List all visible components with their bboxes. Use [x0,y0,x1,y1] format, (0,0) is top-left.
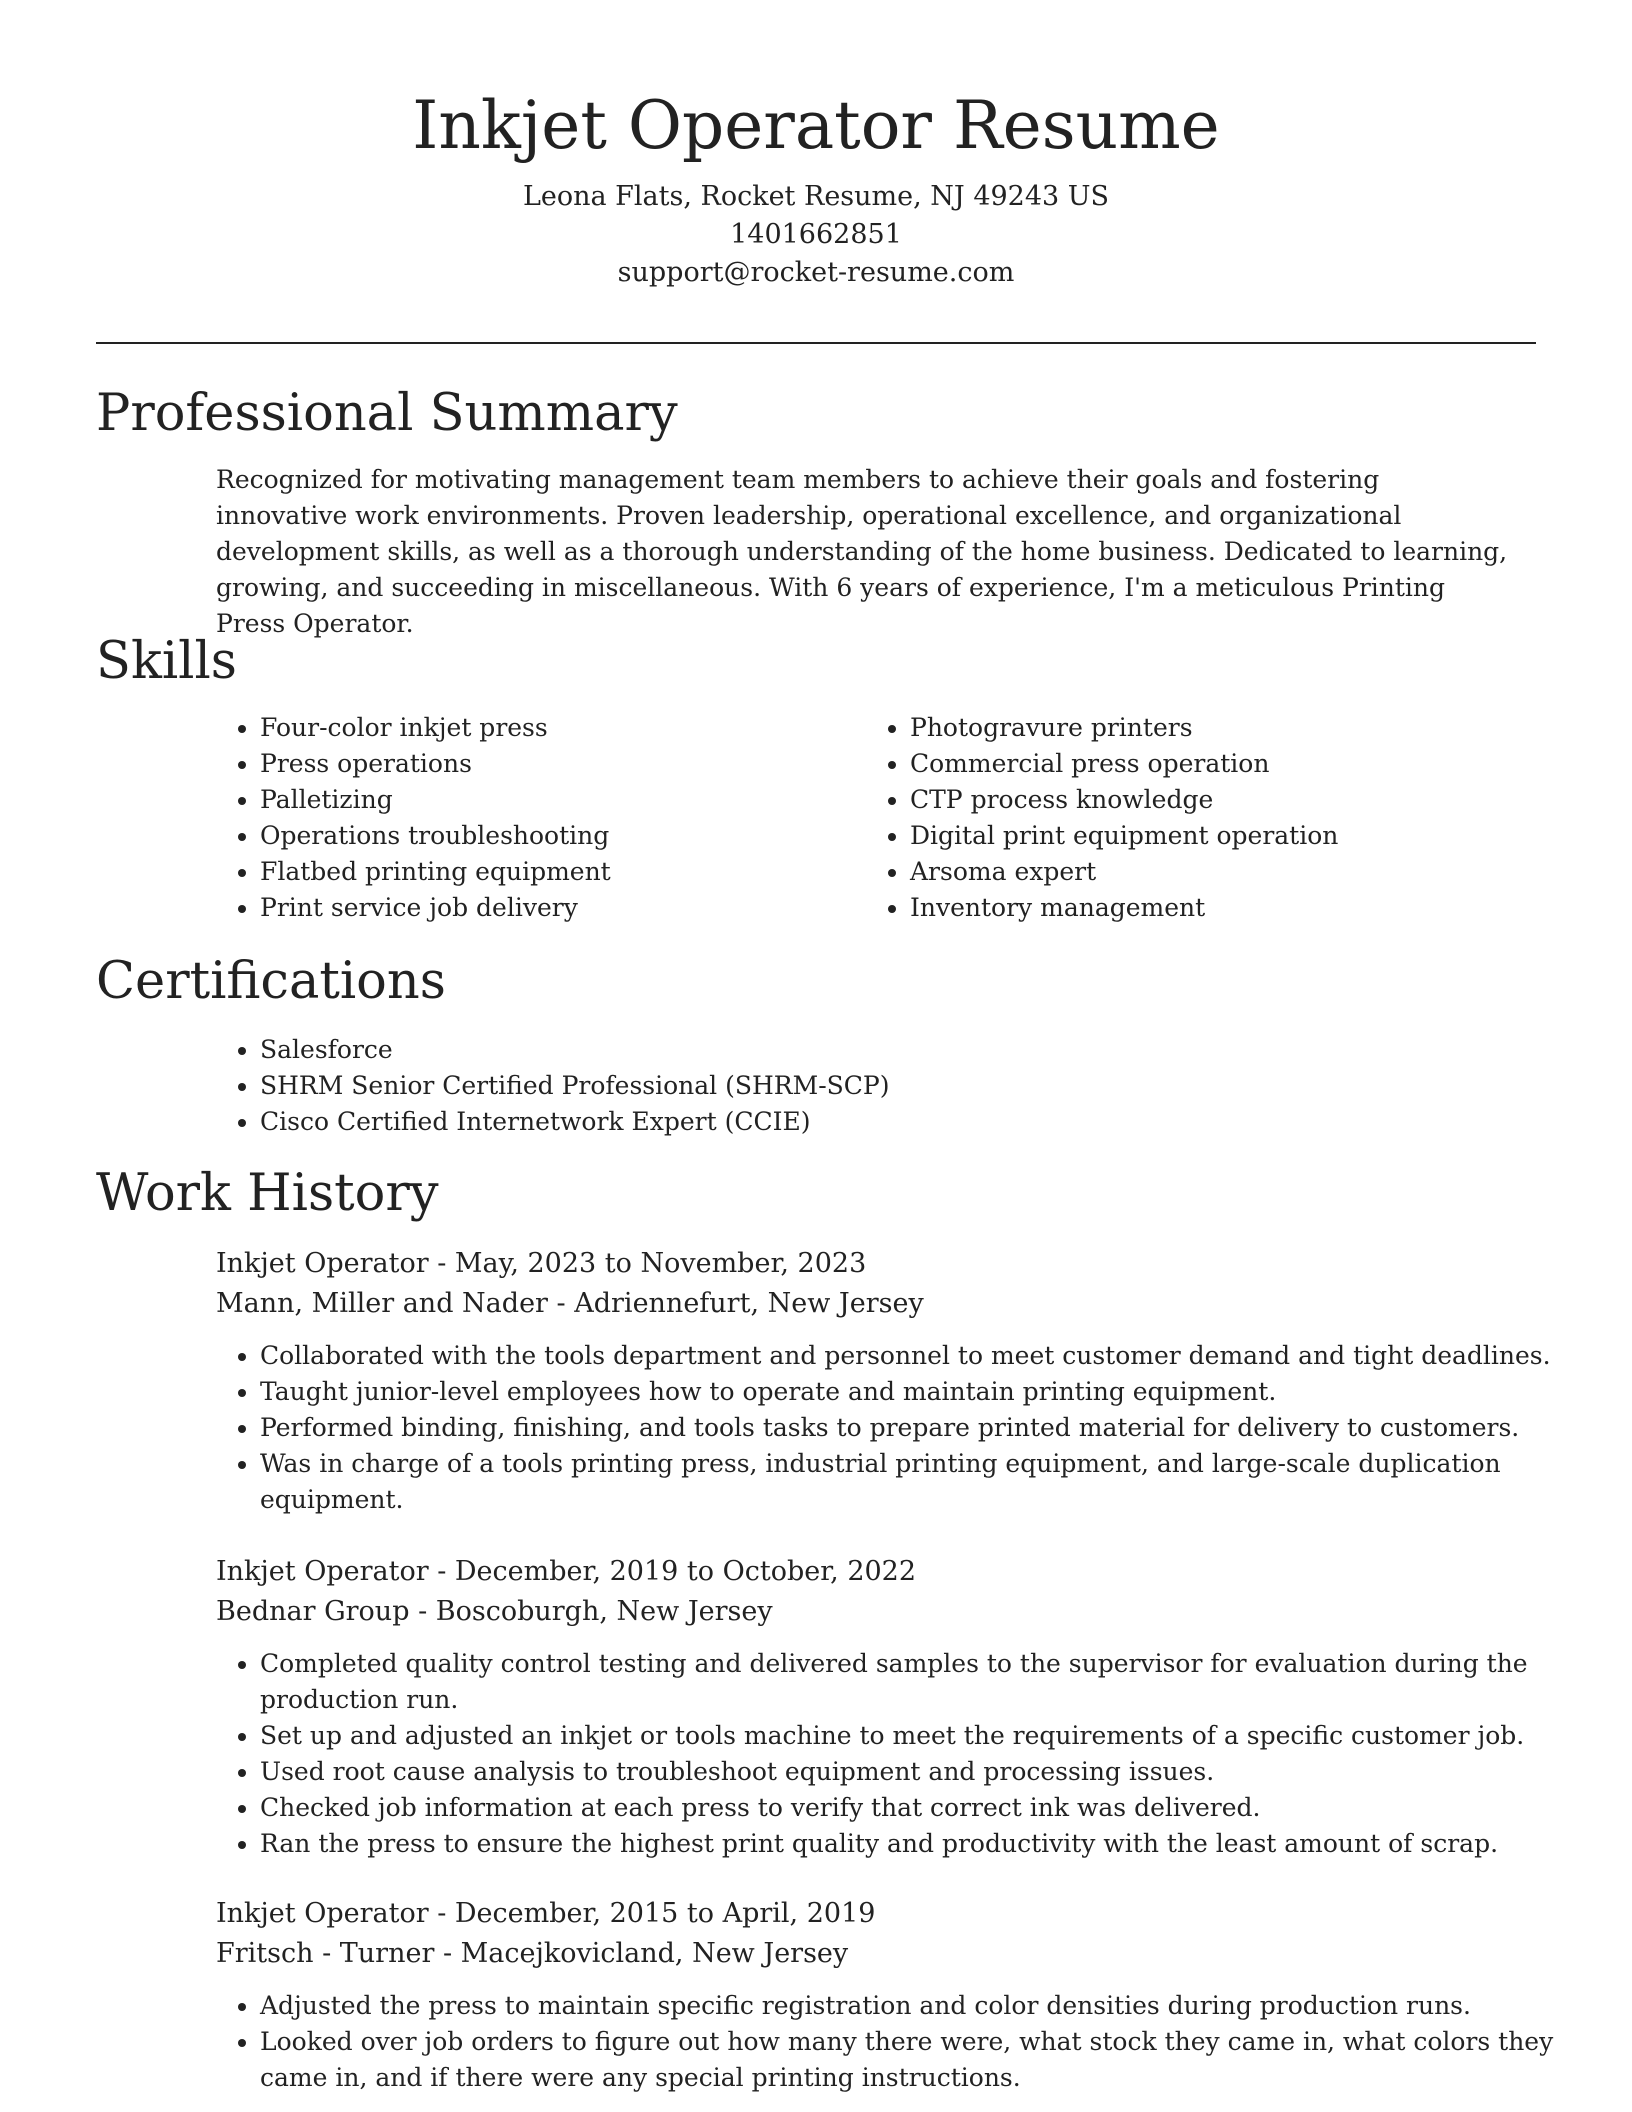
email: support@rocket-resume.com [617,257,1015,288]
job-dates: - December, 2019 to October, 2022 [428,1556,917,1587]
skill-item: • Palletizing [260,782,820,818]
job-title-line [216,1552,1536,1592]
skill-item: • Four-color inkjet press [260,710,820,746]
skill-item: • CTP process knowledge [910,782,1530,818]
job-entry [216,1894,1554,2096]
summary-heading: Professional Summary [96,384,678,443]
header-divider [96,342,1536,344]
skill-item: • Press operations [260,746,820,782]
job-title-line [216,1244,1536,1284]
skill-item: • Operations troubleshooting [260,818,820,854]
job-dates: - May, 2023 to November, 2023 [428,1248,867,1279]
job-location: - Adriennefurt, New Jersey [547,1288,924,1319]
job-bullet: • Collaborated with the tools department and personnel to meet customer demand and tight deadlines. [260,1338,1560,1374]
skill-item: • Commercial press operation [910,746,1530,782]
job-bullet: • Ran the press to ensure the highest print quality and productivity with the least amount of scrap. [260,1826,1560,1862]
job-title-line [216,1894,1536,1934]
job-bullet: • Looked over job orders to figure out how many there were, what stock they came in, what colors they came in, and if there were any special printing instructions. [260,2024,1560,2096]
skill-item: • Digital print equipment operation [910,818,1530,854]
job-role: Inkjet Operator [216,1898,429,1929]
job-company: Fritsch - Turner [216,1938,435,1969]
certifications-list [216,1032,1460,1140]
job-entry [216,1552,1536,1862]
job-company-line [216,1284,1536,1324]
job-company-line [216,1592,1536,1632]
job-company: Mann, Miller and Nader [216,1288,548,1319]
job-dates: - December, 2015 to April, 2019 [428,1898,876,1929]
job-bullet: • Set up and adjusted an inkjet or tools machine to meet the requirements of a specific customer job. [260,1718,1560,1754]
job-location: - Boscoburgh, New Jersey [409,1596,773,1627]
skill-item: • Flatbed printing equipment [260,854,820,890]
job-bullets [216,1338,1560,1518]
job-bullet: • Checked job information at each press to verify that correct ink was delivered. [260,1790,1560,1826]
contact-info [0,178,1632,292]
job-bullets [216,1988,1560,2096]
resume-title: Inkjet Operator Resume [412,87,1220,164]
job-location: - Macejkovicland, New Jersey [434,1938,849,1969]
skills-list-right [866,710,1530,926]
job-role: Inkjet Operator [216,1248,429,1279]
summary-text: Recognized for motivating management team members to achieve their goals and fostering innovative work environments. Proven leadership, operational excellence, and organizational development skills, as well as a thorough understanding of the home business. Dedicated to learning, growing, and succeeding in miscellaneous. With 6 years of experience, I'm a meticulous Printing Press Operator. [216,465,1508,638]
job-role: Inkjet Operator [216,1556,429,1587]
skills-list-left [216,710,820,926]
skill-item: • Print service job delivery [260,890,820,926]
job-bullet: • Performed binding, finishing, and tools tasks to prepare printed material for delivery to customers. [260,1410,1560,1446]
job-bullet: • Completed quality control testing and delivered samples to the supervisor for evaluation during the production run. [260,1646,1560,1718]
skill-item: • Inventory management [910,890,1530,926]
resume-header [0,0,1632,292]
skills-heading: Skills [96,632,237,691]
phone: 1401662851 [730,219,902,250]
job-bullet: • Was in charge of a tools printing press, industrial printing equipment, and large-scale duplication equipment. [260,1446,1560,1518]
job-bullet: • Adjusted the press to maintain specific registration and color densities during production runs. [260,1988,1560,2024]
certification-item: • Cisco Certified Internetwork Expert (CCIE) [260,1104,1460,1140]
certification-item: • SHRM Senior Certified Professional (SHRM-SCP) [260,1068,1460,1104]
address: Leona Flats, Rocket Resume, NJ 49243 US [522,181,1110,212]
job-bullets [216,1646,1560,1862]
certification-item: • Salesforce [260,1032,1460,1068]
job-company-line [216,1934,1536,1974]
skill-item: • Photogravure printers [910,710,1530,746]
job-bullet: • Used root cause analysis to troubleshoot equipment and processing issues. [260,1754,1560,1790]
job-entry [216,1244,1551,1518]
job-bullet: • Taught junior-level employees how to operate and maintain printing equipment. [260,1374,1560,1410]
certifications-heading: Certifications [96,952,446,1011]
job-company: Bednar Group [216,1596,410,1627]
skill-item: • Arsoma expert [910,854,1530,890]
work-history-heading: Work History [96,1164,439,1223]
